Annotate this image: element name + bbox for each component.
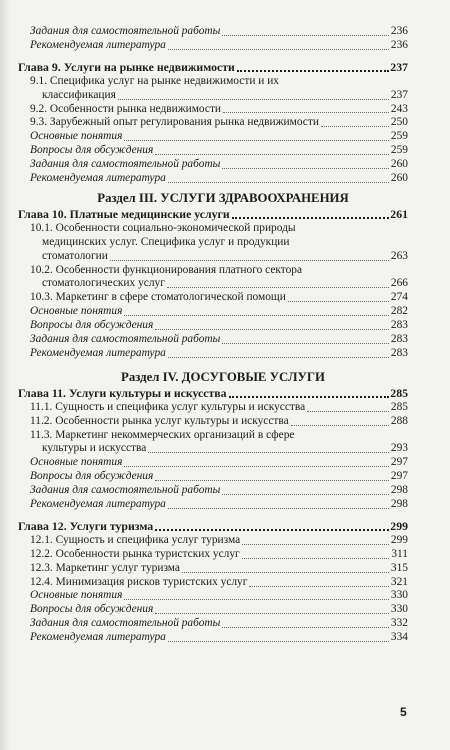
dot-leader — [222, 626, 389, 628]
toc-page-number: 243 — [390, 102, 408, 115]
dot-leader — [222, 493, 389, 495]
toc-page-number: 321 — [390, 575, 408, 588]
toc-entry[interactable] — [18, 534, 408, 548]
toc-entry[interactable] — [18, 562, 408, 576]
dot-leader — [232, 216, 389, 219]
dot-leader — [307, 410, 389, 412]
toc-entry-title: Рекомендуемая литература — [30, 631, 166, 644]
toc-page-number: 263 — [390, 249, 408, 262]
toc-entry[interactable] — [18, 631, 408, 645]
toc-entry-title: 10.1. Особенности социально-экономической природы — [30, 221, 296, 234]
toc-page-number: 330 — [390, 589, 408, 602]
toc-entry[interactable] — [18, 470, 408, 484]
toc-page-number: 260 — [390, 158, 408, 171]
toc-entry[interactable] — [18, 25, 408, 39]
toc-entry[interactable] — [18, 158, 408, 172]
toc-entry-title: 11.3. Маркетинг некоммерческих организаций в сфере — [30, 428, 295, 441]
chapter-entry[interactable] — [18, 386, 408, 401]
dot-leader — [155, 528, 389, 531]
toc-entry-title: Вопросы для обсуждения — [30, 603, 154, 616]
toc-page-number: 283 — [390, 333, 408, 346]
toc-entry[interactable] — [18, 264, 408, 278]
dot-leader — [124, 314, 389, 316]
toc-page-number: 315 — [390, 561, 408, 574]
section-heading: Раздел III. УСЛУГИ ЗДРАВООХРАНЕНИЯ — [97, 190, 349, 205]
toc-entry[interactable] — [18, 277, 408, 291]
toc-entry[interactable] — [18, 39, 408, 53]
toc-page-number: 299 — [390, 518, 408, 533]
toc-page-number: 236 — [390, 24, 408, 37]
toc-entry[interactable] — [18, 89, 408, 103]
toc-entry-title: классификация — [42, 88, 116, 101]
toc-entry[interactable] — [18, 319, 408, 333]
dot-leader — [182, 571, 389, 573]
toc-entry[interactable] — [18, 442, 408, 456]
toc-entry-title: 10.2. Особенности функционирования платного сектора — [30, 263, 303, 276]
toc-entry-title: 9.2. Особенности рынка недвижимости — [30, 102, 222, 115]
toc-entry-title: 12.3. Маркетинг услуг туризма — [30, 561, 180, 574]
dot-leader — [288, 300, 389, 302]
toc-entry-title: 9.1. Специфика услуг на рынке недвижимости и их — [30, 74, 279, 87]
toc-entry[interactable] — [18, 103, 408, 117]
toc-entry-title: Основные понятия — [30, 589, 123, 602]
toc-entry-title: Глава 10. Платные медицинские услуги — [18, 206, 230, 221]
toc-page-number: 250 — [390, 116, 408, 129]
toc-entry[interactable] — [18, 291, 408, 305]
toc-entry-title: 12.2. Особенности рынка туристских услуг — [30, 547, 240, 560]
toc-entry[interactable] — [18, 548, 408, 562]
toc-entry[interactable] — [18, 130, 408, 144]
toc-entry-title: 12.1. Сущность и специфика услуг туризма — [30, 533, 241, 546]
toc-page-number: 288 — [390, 414, 408, 427]
toc-page-number: 297 — [390, 470, 408, 483]
dot-leader — [168, 640, 389, 642]
toc-entry[interactable] — [18, 236, 408, 250]
dot-leader — [168, 181, 389, 183]
dot-leader — [148, 451, 389, 453]
dot-leader — [321, 125, 389, 127]
section-heading: Раздел IV. ДОСУГОВЫЕ УСЛУГИ — [121, 369, 325, 384]
toc-entry-title: 12.4. Минимизация рисков туристских услуг — [30, 575, 248, 588]
toc-page-number: 298 — [390, 484, 408, 497]
dot-leader — [229, 395, 389, 398]
toc-page-number: 274 — [390, 291, 408, 304]
dot-leader — [124, 465, 389, 467]
spacer — [18, 361, 408, 368]
toc-entry[interactable] — [18, 456, 408, 470]
dot-leader — [242, 543, 389, 545]
toc-entry[interactable] — [18, 401, 408, 415]
toc-page-number: 282 — [390, 305, 408, 318]
toc-page-number: 260 — [390, 172, 408, 184]
toc-page-number: 266 — [390, 277, 408, 290]
toc-page-number: 237 — [390, 59, 408, 74]
toc-entry[interactable] — [18, 484, 408, 498]
toc-page-number: 259 — [390, 144, 408, 157]
toc-entry[interactable] — [18, 333, 408, 347]
toc-entry[interactable] — [18, 305, 408, 319]
toc-entry-title: Рекомендуемая литература — [30, 498, 166, 511]
spacer — [18, 53, 408, 60]
toc-entry-title: Вопросы для обсуждения — [30, 144, 154, 157]
toc-entry[interactable] — [18, 222, 408, 236]
toc-entry-title: 10.3. Маркетинг в сфере стоматологической помощи — [30, 291, 286, 304]
toc-entry[interactable] — [18, 590, 408, 604]
toc-page-number: 334 — [390, 631, 408, 644]
dot-leader — [124, 139, 389, 141]
toc-entry-title: Глава 11. Услуги культуры и искусства — [18, 385, 227, 400]
toc-entry-title: медицинских услуг. Специфика услуг и продукции — [42, 235, 290, 248]
toc-page-number: 332 — [390, 617, 408, 630]
toc-page-number: 237 — [390, 88, 408, 101]
toc-page-number: 311 — [391, 547, 408, 560]
toc-entry[interactable] — [18, 429, 408, 443]
dot-leader — [249, 585, 389, 587]
toc-entry-title: Вопросы для обсуждения — [30, 319, 154, 332]
toc-page-number: 285 — [390, 385, 408, 400]
dot-leader — [168, 356, 389, 358]
dot-leader — [110, 259, 389, 261]
toc-entry[interactable] — [18, 250, 408, 264]
dot-leader — [237, 69, 389, 72]
dot-leader — [222, 34, 389, 36]
dot-leader — [118, 98, 389, 100]
toc-entry-title: Рекомендуемая литература — [30, 38, 166, 51]
toc-entry[interactable] — [18, 144, 408, 158]
toc-entry[interactable] — [18, 172, 408, 186]
chapter-entry[interactable] — [18, 519, 408, 534]
dot-leader — [167, 286, 389, 288]
toc-entry[interactable] — [18, 75, 408, 89]
toc-entry-title: Рекомендуемая литература — [30, 346, 166, 359]
toc-entry-title: Задания для самостоятельной работы — [30, 484, 221, 497]
chapter-entry[interactable] — [18, 60, 408, 75]
page-gutter-shadow — [0, 0, 9, 750]
toc-entry[interactable] — [18, 576, 408, 590]
toc-entry[interactable] — [18, 116, 408, 130]
toc-entry-title: Задания для самостоятельной работы — [30, 24, 221, 37]
toc-entry-title: Основные понятия — [30, 305, 123, 318]
chapter-entry[interactable] — [18, 207, 408, 222]
spacer — [18, 512, 408, 519]
toc-entry-title: 11.1. Сущность и специфика услуг культуры и искусства — [30, 400, 306, 413]
dot-leader — [155, 153, 389, 155]
toc-entry[interactable] — [18, 603, 408, 617]
toc-entry-title: Основные понятия — [30, 130, 123, 143]
toc-entry[interactable] — [18, 498, 408, 512]
toc-entry-title: Вопросы для обсуждения — [30, 470, 154, 483]
toc-page-number: 293 — [390, 442, 408, 455]
page-number: 5 — [400, 705, 407, 719]
table-of-contents — [18, 25, 408, 645]
toc-entry-title: Глава 9. Услуги на рынке недвижимости — [18, 59, 235, 74]
toc-entry[interactable] — [18, 617, 408, 631]
toc-page-number: 297 — [390, 456, 408, 469]
toc-entry-title: 11.2. Особенности рынка услуг культуры и искусства — [30, 414, 289, 427]
toc-entry-title: культуры и искусства — [42, 442, 147, 455]
toc-page-number: 285 — [390, 400, 408, 413]
toc-page-number: 299 — [390, 533, 408, 546]
toc-page-number: 330 — [390, 603, 408, 616]
toc-entry-title: Глава 12. Услуги туризма — [18, 518, 154, 533]
toc-entry-title: стоматологических услуг — [42, 277, 165, 290]
toc-entry-title: Основные понятия — [30, 456, 123, 469]
toc-page-number: 298 — [390, 498, 408, 511]
toc-page-number: 236 — [390, 38, 408, 51]
toc-entry-title: Рекомендуемая литература — [30, 172, 166, 184]
dot-leader — [155, 328, 389, 330]
toc-entry-title: Задания для самостоятельной работы — [30, 333, 221, 346]
dot-leader — [168, 507, 389, 509]
toc-entry-title: Задания для самостоятельной работы — [30, 617, 221, 630]
dot-leader — [155, 612, 389, 614]
toc-page-number: 283 — [390, 346, 408, 359]
toc-entry-title: 9.3. Зарубежный опыт регулирования рынка недвижимости — [30, 116, 319, 129]
dot-leader — [222, 342, 389, 344]
dot-leader — [291, 424, 389, 426]
dot-leader — [223, 111, 389, 113]
dot-leader — [168, 48, 389, 50]
toc-entry[interactable] — [18, 415, 408, 429]
dot-leader — [242, 557, 389, 559]
dot-leader — [222, 167, 389, 169]
toc-entry-title: Задания для самостоятельной работы — [30, 158, 221, 171]
dot-leader — [124, 598, 389, 600]
toc-page-number: 261 — [390, 206, 408, 221]
toc-page-number: 283 — [390, 319, 408, 332]
toc-entry-title: стоматологии — [42, 249, 108, 262]
toc-page-number: 259 — [390, 130, 408, 143]
dot-leader — [155, 479, 389, 481]
toc-entry[interactable] — [18, 347, 408, 361]
